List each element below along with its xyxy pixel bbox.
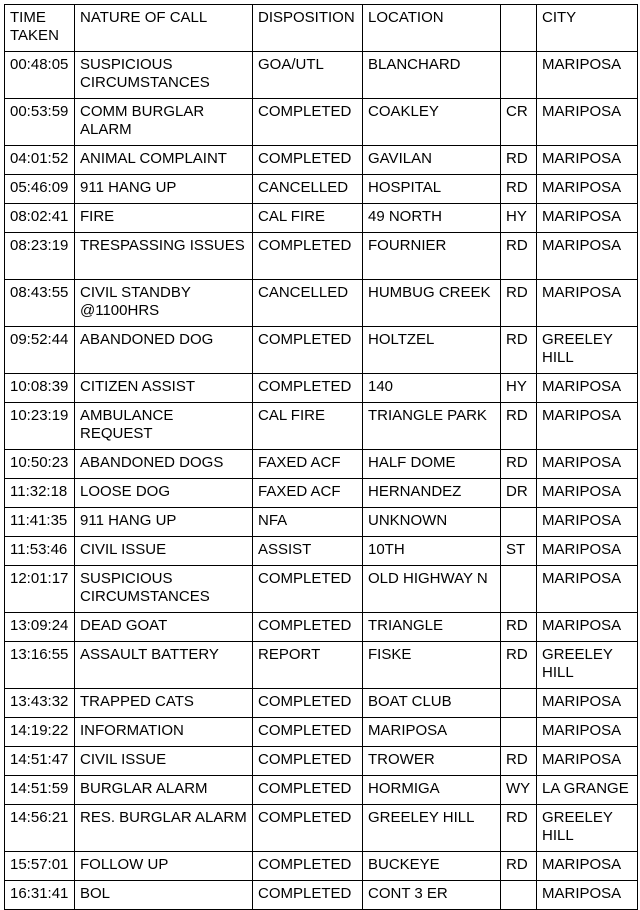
cell-street-suffix: RD xyxy=(501,403,537,450)
table-row xyxy=(5,233,638,280)
header-location: LOCATION xyxy=(363,5,501,52)
table-row xyxy=(5,52,638,99)
cell-location: HOSPITAL xyxy=(363,175,501,204)
cell-nature-of-call: BOL xyxy=(75,881,253,910)
cell-location: GREELEY HILL xyxy=(363,805,501,852)
cell-disposition: ASSIST xyxy=(253,537,363,566)
cell-street-suffix: WY xyxy=(501,776,537,805)
cell-location: TRIANGLE xyxy=(363,613,501,642)
cell-location: HORMIGA xyxy=(363,776,501,805)
cell-time-taken: 13:09:24 xyxy=(5,613,75,642)
cell-location: 10TH xyxy=(363,537,501,566)
cell-time-taken: 05:46:09 xyxy=(5,175,75,204)
cell-street-suffix: CR xyxy=(501,99,537,146)
cell-time-taken: 04:01:52 xyxy=(5,146,75,175)
table-row xyxy=(5,718,638,747)
cell-disposition: CAL FIRE xyxy=(253,403,363,450)
cell-time-taken: 11:32:18 xyxy=(5,479,75,508)
cell-nature-of-call: SUSPICIOUS CIRCUMSTANCES xyxy=(75,566,253,613)
cell-street-suffix xyxy=(501,689,537,718)
cell-location: FOURNIER xyxy=(363,233,501,280)
cell-street-suffix: DR xyxy=(501,479,537,508)
cell-city: MARIPOSA xyxy=(537,718,638,747)
cell-time-taken: 14:51:47 xyxy=(5,747,75,776)
cell-city: MARIPOSA xyxy=(537,508,638,537)
table-row xyxy=(5,450,638,479)
cell-disposition: COMPLETED xyxy=(253,146,363,175)
cell-nature-of-call: CITIZEN ASSIST xyxy=(75,374,253,403)
cell-city: MARIPOSA xyxy=(537,479,638,508)
cell-time-taken: 10:23:19 xyxy=(5,403,75,450)
cell-street-suffix: RD xyxy=(501,852,537,881)
cell-time-taken: 13:16:55 xyxy=(5,642,75,689)
cell-time-taken: 11:53:46 xyxy=(5,537,75,566)
cell-city: MARIPOSA xyxy=(537,52,638,99)
cell-nature-of-call: 911 HANG UP xyxy=(75,508,253,537)
cell-street-suffix: RD xyxy=(501,805,537,852)
cell-location: BUCKEYE xyxy=(363,852,501,881)
cell-nature-of-call: SUSPICIOUS CIRCUMSTANCES xyxy=(75,52,253,99)
cell-city: MARIPOSA xyxy=(537,613,638,642)
cell-street-suffix xyxy=(501,718,537,747)
cell-nature-of-call: COMM BURGLAR ALARM xyxy=(75,99,253,146)
cell-location: UNKNOWN xyxy=(363,508,501,537)
cell-time-taken: 10:50:23 xyxy=(5,450,75,479)
cell-nature-of-call: 911 HANG UP xyxy=(75,175,253,204)
cell-disposition: COMPLETED xyxy=(253,776,363,805)
cell-disposition: COMPLETED xyxy=(253,374,363,403)
table-row xyxy=(5,146,638,175)
table-row xyxy=(5,508,638,537)
cell-time-taken: 00:53:59 xyxy=(5,99,75,146)
cell-location: COAKLEY xyxy=(363,99,501,146)
cell-street-suffix xyxy=(501,566,537,613)
cell-time-taken: 14:51:59 xyxy=(5,776,75,805)
cell-time-taken: 08:02:41 xyxy=(5,204,75,233)
cell-street-suffix: RD xyxy=(501,146,537,175)
cell-nature-of-call: ASSAULT BATTERY xyxy=(75,642,253,689)
header-street-suffix xyxy=(501,5,537,52)
cell-street-suffix: RD xyxy=(501,450,537,479)
table-row xyxy=(5,805,638,852)
cell-disposition: COMPLETED xyxy=(253,233,363,280)
cell-disposition: COMPLETED xyxy=(253,747,363,776)
cell-nature-of-call: AMBULANCE REQUEST xyxy=(75,403,253,450)
cell-time-taken: 15:57:01 xyxy=(5,852,75,881)
cell-location: 49 NORTH xyxy=(363,204,501,233)
cell-street-suffix: RD xyxy=(501,747,537,776)
cell-time-taken: 11:41:35 xyxy=(5,508,75,537)
cell-location: 140 xyxy=(363,374,501,403)
call-log-body xyxy=(5,52,638,910)
cell-location: HOLTZEL xyxy=(363,327,501,374)
table-row xyxy=(5,479,638,508)
cell-nature-of-call: ABANDONED DOG xyxy=(75,327,253,374)
cell-city: MARIPOSA xyxy=(537,747,638,776)
table-row xyxy=(5,613,638,642)
cell-nature-of-call: CIVIL STANDBY @1100HRS xyxy=(75,280,253,327)
cell-city: MARIPOSA xyxy=(537,537,638,566)
cell-city: MARIPOSA xyxy=(537,852,638,881)
cell-disposition: COMPLETED xyxy=(253,881,363,910)
cell-time-taken: 09:52:44 xyxy=(5,327,75,374)
cell-nature-of-call: ANIMAL COMPLAINT xyxy=(75,146,253,175)
cell-disposition: COMPLETED xyxy=(253,613,363,642)
cell-nature-of-call: CIVIL ISSUE xyxy=(75,747,253,776)
cell-disposition: CANCELLED xyxy=(253,280,363,327)
cell-disposition: NFA xyxy=(253,508,363,537)
table-row xyxy=(5,374,638,403)
cell-city: MARIPOSA xyxy=(537,450,638,479)
cell-location: OLD HIGHWAY N xyxy=(363,566,501,613)
cell-nature-of-call: TRAPPED CATS xyxy=(75,689,253,718)
table-row xyxy=(5,689,638,718)
cell-city: MARIPOSA xyxy=(537,175,638,204)
cell-street-suffix: HY xyxy=(501,374,537,403)
cell-city: MARIPOSA xyxy=(537,689,638,718)
table-row xyxy=(5,537,638,566)
table-row xyxy=(5,776,638,805)
cell-nature-of-call: RES. BURGLAR ALARM xyxy=(75,805,253,852)
cell-city: MARIPOSA xyxy=(537,146,638,175)
cell-time-taken: 13:43:32 xyxy=(5,689,75,718)
cell-disposition: FAXED ACF xyxy=(253,479,363,508)
cell-city: MARIPOSA xyxy=(537,881,638,910)
cell-street-suffix: HY xyxy=(501,204,537,233)
cell-nature-of-call: DEAD GOAT xyxy=(75,613,253,642)
cell-city: MARIPOSA xyxy=(537,99,638,146)
table-row xyxy=(5,852,638,881)
header-row xyxy=(5,5,638,52)
cell-street-suffix: RD xyxy=(501,233,537,280)
cell-disposition: CANCELLED xyxy=(253,175,363,204)
cell-city: GREELEY HILL xyxy=(537,642,638,689)
cell-time-taken: 12:01:17 xyxy=(5,566,75,613)
cell-street-suffix: RD xyxy=(501,175,537,204)
cell-city: MARIPOSA xyxy=(537,403,638,450)
cell-location: HUMBUG CREEK xyxy=(363,280,501,327)
cell-city: MARIPOSA xyxy=(537,374,638,403)
cell-street-suffix: ST xyxy=(501,537,537,566)
call-log-table xyxy=(4,4,638,910)
cell-city: MARIPOSA xyxy=(537,280,638,327)
cell-street-suffix: RD xyxy=(501,327,537,374)
cell-time-taken: 14:56:21 xyxy=(5,805,75,852)
cell-city: MARIPOSA xyxy=(537,566,638,613)
cell-location: HERNANDEZ xyxy=(363,479,501,508)
cell-time-taken: 08:23:19 xyxy=(5,233,75,280)
cell-disposition: COMPLETED xyxy=(253,99,363,146)
cell-location: MARIPOSA xyxy=(363,718,501,747)
cell-nature-of-call: BURGLAR ALARM xyxy=(75,776,253,805)
cell-city: LA GRANGE xyxy=(537,776,638,805)
cell-time-taken: 08:43:55 xyxy=(5,280,75,327)
cell-disposition: FAXED ACF xyxy=(253,450,363,479)
cell-time-taken: 14:19:22 xyxy=(5,718,75,747)
cell-disposition: REPORT xyxy=(253,642,363,689)
cell-street-suffix: RD xyxy=(501,280,537,327)
cell-city: GREELEY HILL xyxy=(537,327,638,374)
cell-location: GAVILAN xyxy=(363,146,501,175)
header-time-taken: TIME TAKEN xyxy=(5,5,75,52)
cell-disposition: COMPLETED xyxy=(253,805,363,852)
table-row xyxy=(5,566,638,613)
table-row xyxy=(5,403,638,450)
cell-disposition: COMPLETED xyxy=(253,566,363,613)
cell-disposition: COMPLETED xyxy=(253,689,363,718)
cell-time-taken: 00:48:05 xyxy=(5,52,75,99)
cell-street-suffix xyxy=(501,52,537,99)
cell-location: HALF DOME xyxy=(363,450,501,479)
cell-location: TROWER xyxy=(363,747,501,776)
cell-disposition: CAL FIRE xyxy=(253,204,363,233)
header-nature-of-call: NATURE OF CALL xyxy=(75,5,253,52)
cell-nature-of-call: FOLLOW UP xyxy=(75,852,253,881)
header-disposition: DISPOSITION xyxy=(253,5,363,52)
cell-nature-of-call: INFORMATION xyxy=(75,718,253,747)
cell-disposition: GOA/UTL xyxy=(253,52,363,99)
cell-time-taken: 16:31:41 xyxy=(5,881,75,910)
cell-street-suffix: RD xyxy=(501,642,537,689)
cell-disposition: COMPLETED xyxy=(253,852,363,881)
cell-disposition: COMPLETED xyxy=(253,327,363,374)
table-row xyxy=(5,99,638,146)
cell-nature-of-call: CIVIL ISSUE xyxy=(75,537,253,566)
cell-street-suffix xyxy=(501,881,537,910)
cell-city: MARIPOSA xyxy=(537,204,638,233)
cell-location: BOAT CLUB xyxy=(363,689,501,718)
cell-nature-of-call: ABANDONED DOGS xyxy=(75,450,253,479)
header-city: CITY xyxy=(537,5,638,52)
cell-location: CONT 3 ER xyxy=(363,881,501,910)
table-row xyxy=(5,747,638,776)
cell-city: GREELEY HILL xyxy=(537,805,638,852)
table-row xyxy=(5,280,638,327)
table-row xyxy=(5,881,638,910)
cell-nature-of-call: TRESPASSING ISSUES xyxy=(75,233,253,280)
cell-time-taken: 10:08:39 xyxy=(5,374,75,403)
cell-disposition: COMPLETED xyxy=(253,718,363,747)
table-row xyxy=(5,175,638,204)
cell-location: FISKE xyxy=(363,642,501,689)
table-row xyxy=(5,204,638,233)
cell-location: TRIANGLE PARK xyxy=(363,403,501,450)
table-row xyxy=(5,327,638,374)
cell-nature-of-call: LOOSE DOG xyxy=(75,479,253,508)
cell-street-suffix xyxy=(501,508,537,537)
cell-location: BLANCHARD xyxy=(363,52,501,99)
cell-nature-of-call: FIRE xyxy=(75,204,253,233)
cell-city: MARIPOSA xyxy=(537,233,638,280)
cell-street-suffix: RD xyxy=(501,613,537,642)
table-row xyxy=(5,642,638,689)
